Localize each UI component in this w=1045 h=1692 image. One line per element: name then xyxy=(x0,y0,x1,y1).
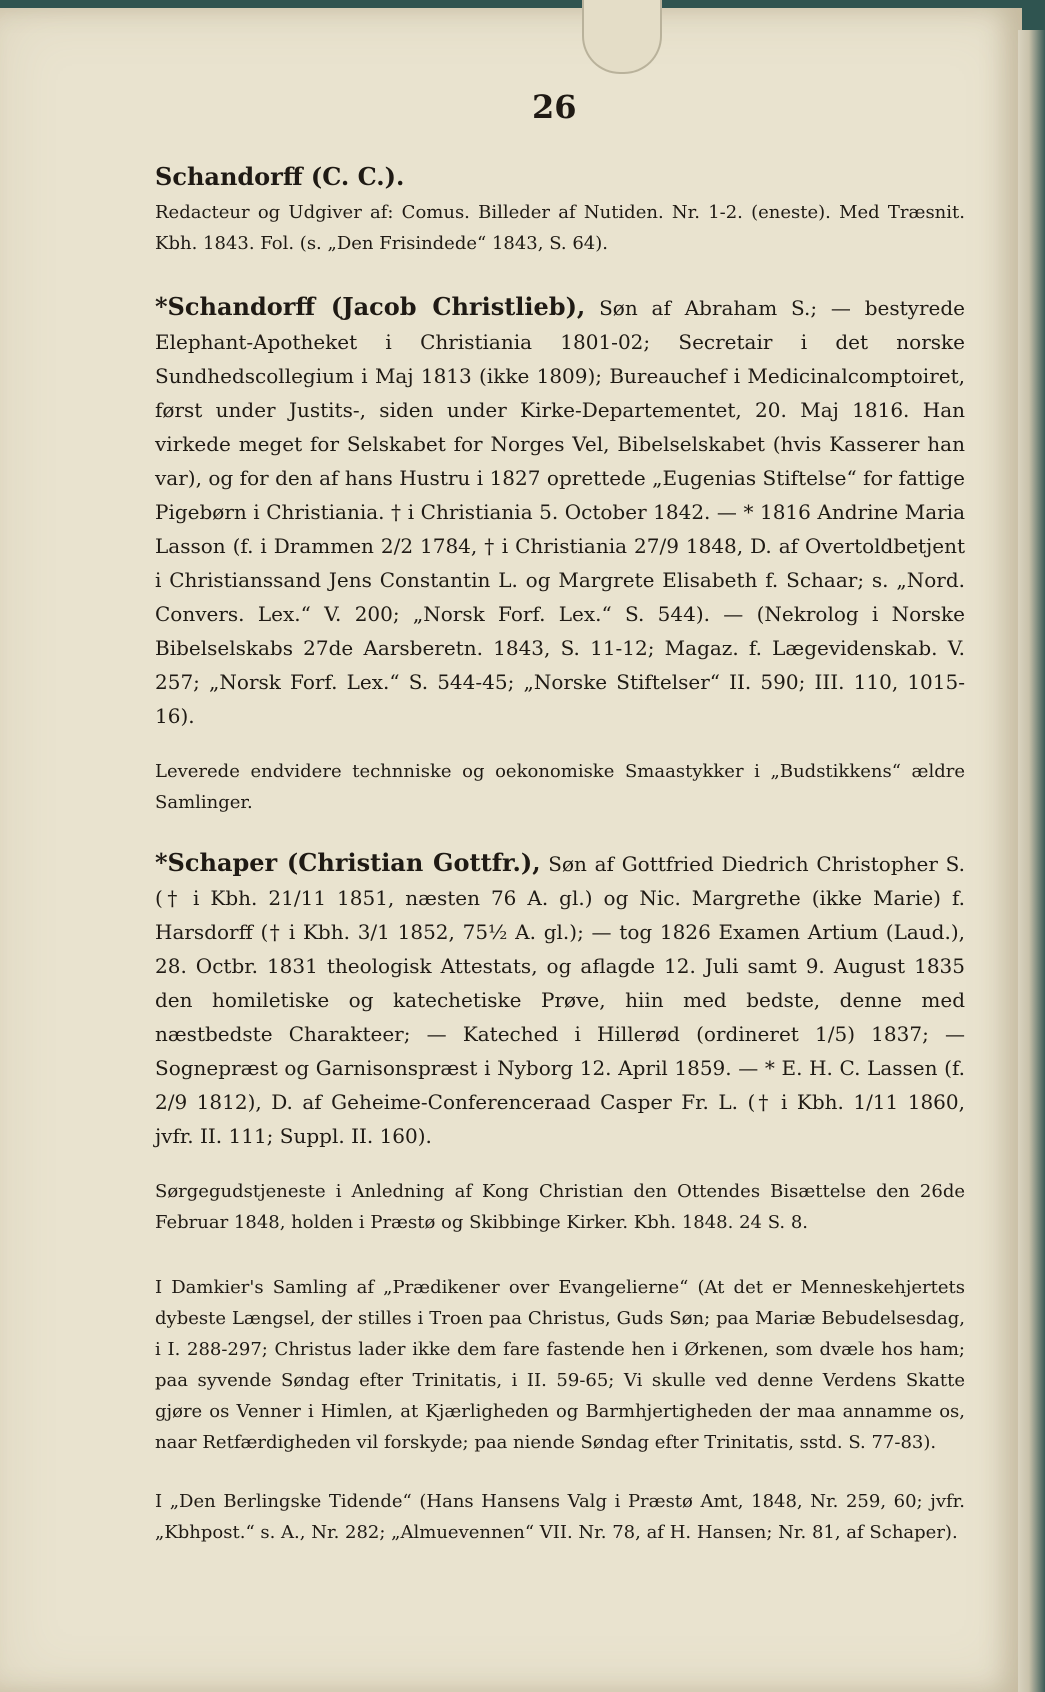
entry-body: Søn af Gottfried Diedrich Christopher S. († i Kbh. 21/11 1851, næsten 76 A. gl.) og Nic. Margrethe (ikke Marie) f. Harsdorff († i Kbh. 3/1 1852, 75½ A. gl.); — tog 1826 Examen Artium (Laud.), 28. Octbr. 1831 theologisk Attestats, og aflagde 12. Juli samt 9. August 1835 den homiletiske og katechetiske Prøve, hiin med bedste, denne med næstbedste Charakteer; — Kateched i Hillerød (ordineret 1/5) 1837; — Sognepræst og Garnisonspræst i Nyborg 12. April 1859. — * E. H. C. Lassen (f. 2/9 1812), D. af Geheime-Conferenceraad Casper Fr. L. († i Kbh. 1/11 1860, jvfr. II. 111; Suppl. II. 160). xyxy=(155,852,965,1148)
entry-supplement: I Damkier's Samling af „Prædikener over Evangelierne“ (At det er Menneskehjertets dybeste Længsel, der stilles i Troen paa Christus, Guds Søn; paa Mariæ Bebudelsesdag, i I. 288-297; Christus lader ikke dem fare fastende hen i Ørkenen, som dvæle hos ham; paa syvende Søndag efter Trinitatis, i II. 59-65; Vi skulle ved denne Verdens Skatte gjøre os Venner i Himlen, at Kjærligheden og Barmhjertigheden der maa annamme os, naar Retfærdigheden vil forskyde; paa niende Søndag efter Trinitatis, sstd. S. 77-83). xyxy=(155,1277,965,1453)
entry-supplement: I „Den Berlingske Tidende“ (Hans Hansens Valg i Præstø Amt, 1848, Nr. 259, 60; jvfr. „Kbhpost.“ s. A., Nr. 282; „Almuevennen“ VII. Nr. 78, af H. Hansen; Nr. 81, af Schaper). xyxy=(155,1491,965,1543)
entry-supplement: Leverede endvidere technniske og oekonomiske Smaastykker i „Budstikkens“ ældre Samlinger. xyxy=(155,761,965,813)
entry-body: Redacteur og Udgiver af: Comus. Billeder af Nutiden. Nr. 1-2. (eneste). Med Træsnit. Kbh. 1843. Fol. (s. „Den Frisindede“ 1843, S. 64). xyxy=(155,202,965,254)
entry-title: Schandorff (C. C.). xyxy=(155,162,405,191)
entry xyxy=(155,290,965,733)
thumb-tab xyxy=(582,0,662,74)
entry-heading xyxy=(155,160,965,195)
entry-body: Søn af Abraham S.; — bestyrede Elephant-Apotheket i Christiania 1801-02; Secretair i det norske Sundhedscollegium i Maj 1813 (ikke 1809); Bureauchef i Medicinalcomptoiret, først under Justits-, siden under Kirke-Departementet, 20. Maj 1816. Han virkede meget for Selskabet for Norges Vel, Bibelselskabet (hvis Kasserer han var), og for den af hans Hustru i 1827 oprettede „Eugenias Stiftelse“ for fattige Pigebørn i Christiania. † i Christiania 5. October 1842. — * 1816 Andrine Maria Lasson (f. i Drammen 2/2 1784, † i Christiania 27/9 1848, D. af Overtoldbetjent i Christianssand Jens Constantin L. og Margrete Elisabeth f. Schaar; s. „Nord. Convers. Lex.“ V. 200; „Norsk Forf. Lex.“ S. 544). — (Nekrolog i Norske Bibelselskabs 27de Aarsberetn. 1843, S. 11-12; Magaz. f. Lægevidenskab. V. 257; „Norsk Forf. Lex.“ S. 544-45; „Norske Stiftelser“ II. 590; III. 110, 1015-16). xyxy=(155,296,966,728)
book-spine xyxy=(1018,30,1045,1692)
entry-supplement: Sørgegudstjeneste i Anledning af Kong Christian den Ottendes Bisættelse den 26de Februar 1848, holden i Præstø og Skibbinge Kirker. Kbh. 1848. 24 S. 8. xyxy=(155,1181,965,1233)
entry-title: *Schaper (Christian Gottfr.), xyxy=(155,848,541,877)
entry-title: *Schandorff (Jacob Christlieb), xyxy=(155,292,586,321)
entry xyxy=(155,846,965,1153)
page-number: 26 xyxy=(532,88,577,126)
